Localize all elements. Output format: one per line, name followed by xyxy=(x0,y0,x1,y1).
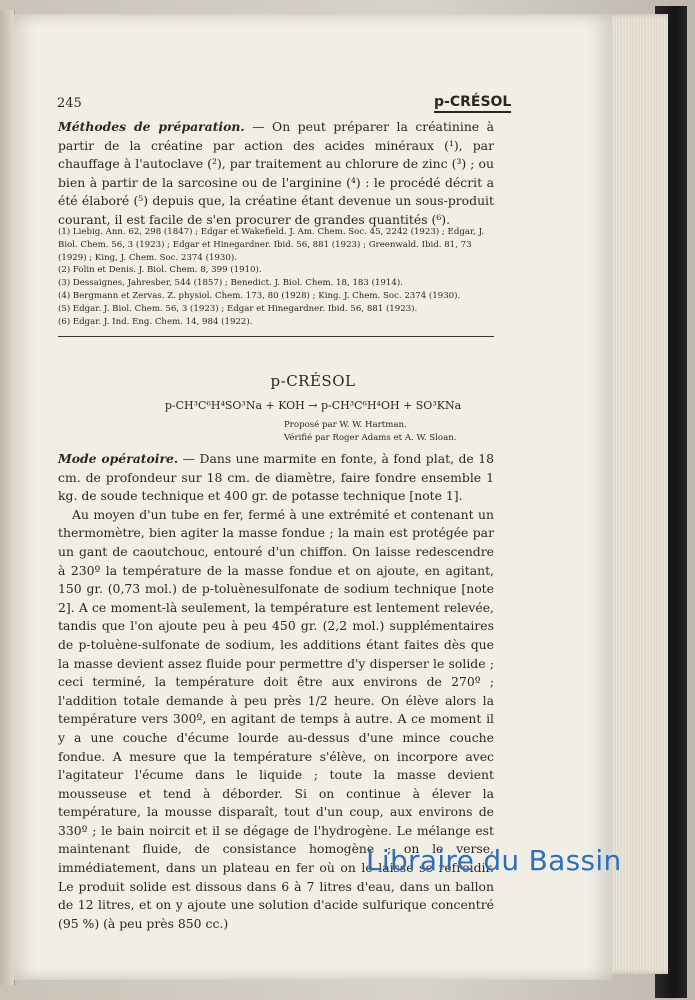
footnote: (5) Edgar. J. Biol. Chem. 56, 3 (1923) ; Edgar et Hinegardner. Ibid. 56, 881 (1923). xyxy=(58,303,418,314)
page-number: 245 xyxy=(57,96,82,111)
facing-page-edge xyxy=(0,10,15,985)
footnote: (3) Dessaignes, Jahresber, 544 (1857) ; Benedict. J. Biol. Chem. 18, 183 (1914). xyxy=(58,278,403,289)
preparation-methods-section xyxy=(58,118,494,230)
procedure-paragraph-1 xyxy=(58,450,494,506)
compound-title: p-CRÉSOL xyxy=(270,372,356,390)
section-divider xyxy=(58,336,494,337)
watermark: Libraire du Bassin xyxy=(366,844,622,877)
credits xyxy=(284,419,457,444)
book-page xyxy=(14,14,622,980)
paragraph-text: — Dans une marmite en fonte, à fond plat, de 18 cm. de profondeur sur 18 cm. de diamètre, faire fondre ensemble 1 kg. de soude technique et 400 gr. de potasse technique [note 1]. xyxy=(58,451,494,504)
verified-by: Vérifié par Roger Adams et A. W. Sloan. xyxy=(284,432,457,443)
footnote: (2) Folin et Denis. J. Biol. Chem. 8, 399 (1910). xyxy=(58,265,262,276)
section-heading: Mode opératoire. xyxy=(58,451,179,466)
paragraph-text: — On peut préparer la créatinine à partir de la créatine par action des acides minéraux (¹), par chauffage à l'autoclave (²), par traitement au chlorure de zinc (³) ; ou bien à partir de la sarcosine ou de l'arginine (⁴) : le procédé décrit a été élaboré (⁵) depuis que, la créatine étant devenue un sous-produit courant, il est facile de s'en procurer de grandes quantités (⁶). xyxy=(58,119,494,227)
proposed-by: Proposé par W. W. Hartman. xyxy=(284,420,407,430)
procedure-paragraph-2: Au moyen d'un tube en fer, fermé à une extrémité et contenant un thermomètre, bien agiter la masse fondue ; la main est protégée par un gant de caoutchouc, entouré d'un chiffon. On laisse redescendre à 230º la température de la masse fondue et on ajoute, en agitant, 150 gr. (0,73 mol.) de p-toluènesulfonate de sodium technique [note 2]. A ce moment-là seulement, la température est lentement relevée, tandis que l'on ajoute peu à peu 450 gr. (2,2 mol.) supplémentaires de p-toluène-sulfonate de sodium, les additions étant faites dès que la masse devient assez fluide pour permettre d'y disperser le solide ; ceci terminé, la température doit être aux environs de 270º ; l'addition totale demande à peu près 1/2 heure. On élève alors la température vers 300º, en agitant de temps à autre. A ce moment il y a une couche d'écume lourde au-dessus d'une mince couche fondue. A mesure que la température s'élève, on incorpore avec l'agitateur l'écume dans le liquide ; toute la masse devient mousseuse et tend à déborder. Si on continue à élever la température, la mousse disparaît, tout d'un coup, aux environs de 330º ; le bain noircit et il se dégage de l'hydrogène. Le mélange est maintenant fluide, de consistance homogène ; on le verse, immédiatement, dans un plateau en fer où on le laisse se refroidir. Le produit solide est dissous dans 6 à 7 litres d'eau, dans un ballon de 12 litres, et on y ajoute une solution d'acide sulfurique concentré (95 %) (à peu près 850 cc.) xyxy=(58,506,494,931)
section-heading: Méthodes de préparation. xyxy=(58,119,245,134)
running-head: p-CRÉSOL xyxy=(434,94,511,113)
footnote: (6) Edgar. J. Ind. Eng. Chem. 14, 984 (1922). xyxy=(58,316,253,327)
footnote: (1) Liebig. Ann. 62, 298 (1847) ; Edgar et Wakefield. J. Am. Chem. Soc. 45, 2242 (1923) ; Edgar, J. Biol. Chem. 56, 3 (1923) ; Edgar et Hinegardner. Ibid. 56, 881 (1923) ; Greenwald. Ibid. 81, 73 (1929) ; King, J. Chem. Soc. 2374 (1930). xyxy=(58,227,485,263)
footnotes xyxy=(58,226,494,328)
preparation-paragraph xyxy=(58,118,494,230)
footnote: (4) Bergmann et Zervas. Z. physiol. Chem. 173, 80 (1928) ; King. J. Chem. Soc. 2374 (1930). xyxy=(58,290,461,301)
reaction-equation: p-CH³C⁶H⁴SO³Na + KOH → p-CH³C⁶H⁴OH + SO³KNa xyxy=(164,399,462,412)
